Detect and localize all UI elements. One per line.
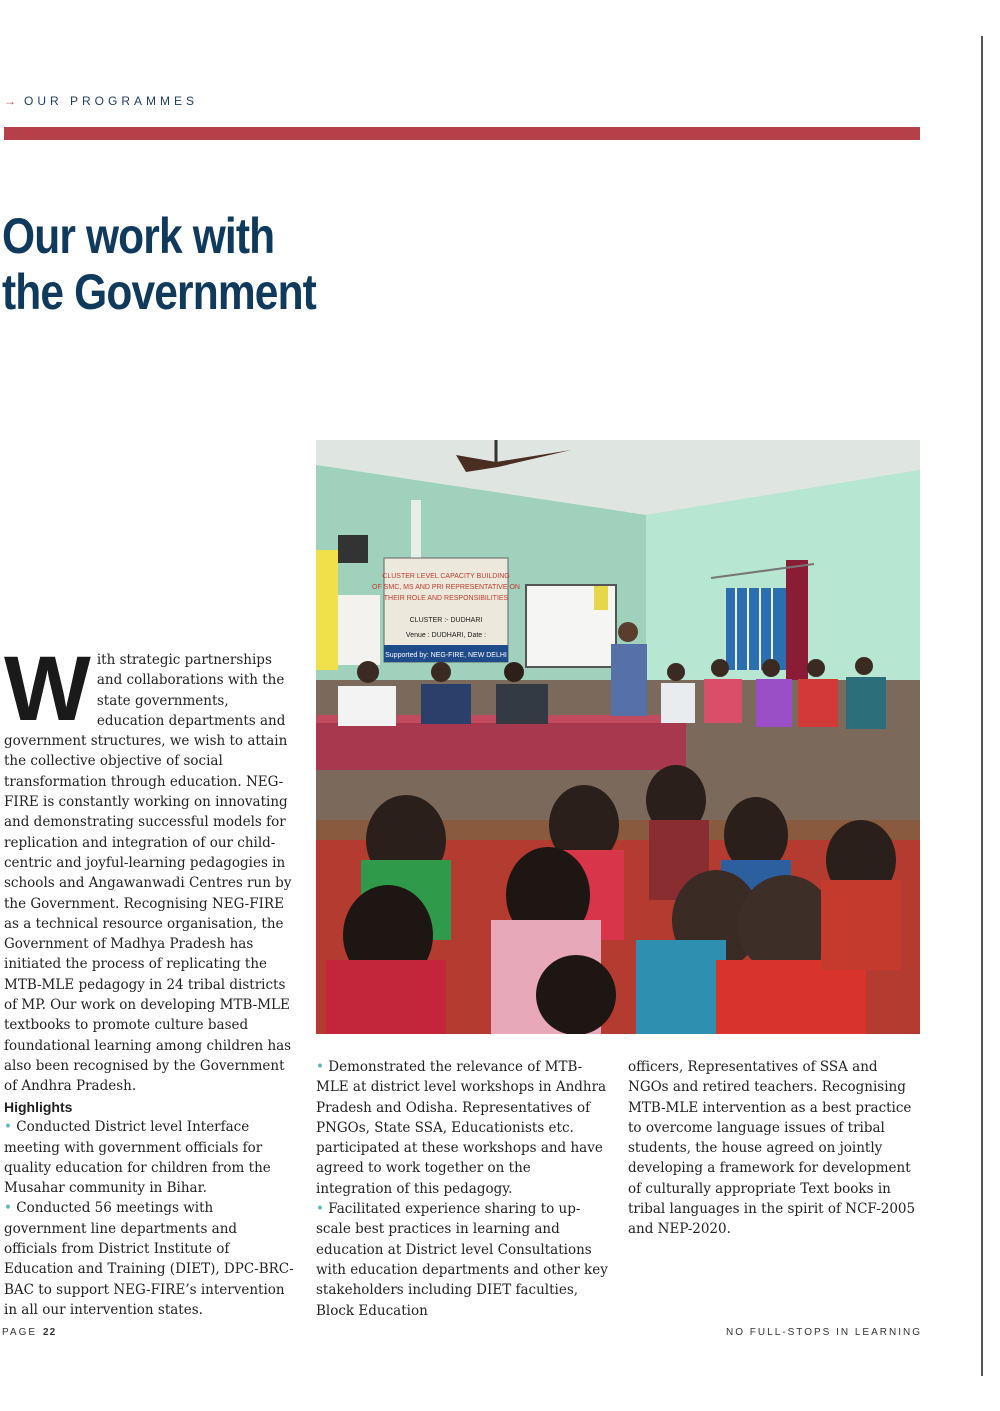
title-line-1: Our work with — [2, 208, 275, 264]
header-divider — [4, 127, 920, 140]
highlight-continuation: officers, Representatives of SSA and NGOs and retired teachers. Recognising MTB-MLE intervention as a best practice to overcome language issues of tribal students, the house agreed on jointly developing a framework for development of culturally appropriate Text books in tribal languages in the spirit of NCF-2005 and NEP-2020. — [628, 1059, 916, 1238]
bullet-icon: • — [316, 1059, 324, 1075]
highlight-text: Facilitated experience sharing to up-scale best practices in learning and education at District level Consultations with education departments and other key stakeholders including DIET faculties, Block Education — [316, 1201, 608, 1319]
workshop-photo — [316, 440, 920, 1034]
page-number-value: 22 — [43, 1327, 57, 1338]
page-label: PAGE — [2, 1327, 38, 1338]
drop-cap: W — [4, 638, 91, 740]
page-number — [2, 1327, 56, 1338]
banner-line: CLUSTER LEVEL CAPACITY BUILDING — [382, 573, 510, 580]
section-label — [4, 94, 198, 108]
bullet-icon: • — [316, 1201, 324, 1218]
highlight-text: Demonstrated the relevance of MTB-MLE at district level workshops in Andhra Pradesh and Odisha. Representatives of PNGOs, State SSA, Educationists etc. participated at these workshops and have agreed to work together on the integration of this pedagogy. — [316, 1059, 607, 1197]
highlights-heading: Highlights — [4, 1099, 73, 1115]
intro-paragraph — [4, 638, 292, 1097]
highlight-item — [4, 1198, 294, 1320]
banner-line: THEIR ROLE AND RESPONSIBILITIES — [383, 595, 509, 602]
footer-tagline: NO FULL-STOPS IN LEARNING — [726, 1327, 922, 1338]
highlight-text: Conducted 56 meetings with government line departments and officials from District Institute of Education and Training (DIET), DPC-BRC-BAC to support NEG-FIRE’s intervention in all our intervention states. — [4, 1200, 294, 1318]
highlight-item — [316, 1199, 610, 1321]
bullet-icon: • — [4, 1119, 12, 1136]
section-label-text: OUR PROGRAMMES — [24, 94, 199, 108]
text-column-2 — [316, 1057, 610, 1321]
intro-text: ith strategic partnerships and collaborations with the state governments, education departments and government structures, we wish to attain the collective objective of social transformation through education. NEG-FIRE is constantly working on innovating and demonstrating successful models for replication and integration of our child-centric and joyful-learning pedagogies in schools and Angawanwadi Centres run by the Government. Recognising NEG-FIRE as a technical resource organisation, the Government of Madhya Pradesh has initiated the process of replicating the MTB-MLE pedagogy in 24 tribal districts of MP. Our work on developing MTB-MLE textbooks to promote culture based foundational learning among children has also been recognised by the Government of Andhra Pradesh. — [4, 652, 292, 1095]
text-column-3 — [628, 1057, 922, 1240]
title-line-2: the Government — [2, 264, 316, 320]
banner-line: OF SMC, MS AND PRI REPRESENTATIVE ON — [372, 584, 520, 591]
page-title — [2, 208, 316, 320]
highlight-item — [4, 1117, 294, 1198]
banner-line: CLUSTER :- DUDHARI — [409, 617, 483, 624]
highlight-item — [316, 1057, 610, 1199]
banner-line: Venue : DUDHARI, Date : — [405, 632, 487, 639]
bullet-icon: • — [4, 1200, 12, 1217]
highlight-text: Conducted District level Interface meeting with government officials for quality education for children from the Musahar community in Bihar. — [4, 1119, 271, 1197]
banner-line: Supported by: NEG-FIRE, NEW DELHI — [385, 652, 507, 659]
page-edge-line — [981, 36, 983, 1376]
arrow-right-icon: → — [4, 94, 16, 108]
text-column-1 — [4, 1077, 294, 1320]
